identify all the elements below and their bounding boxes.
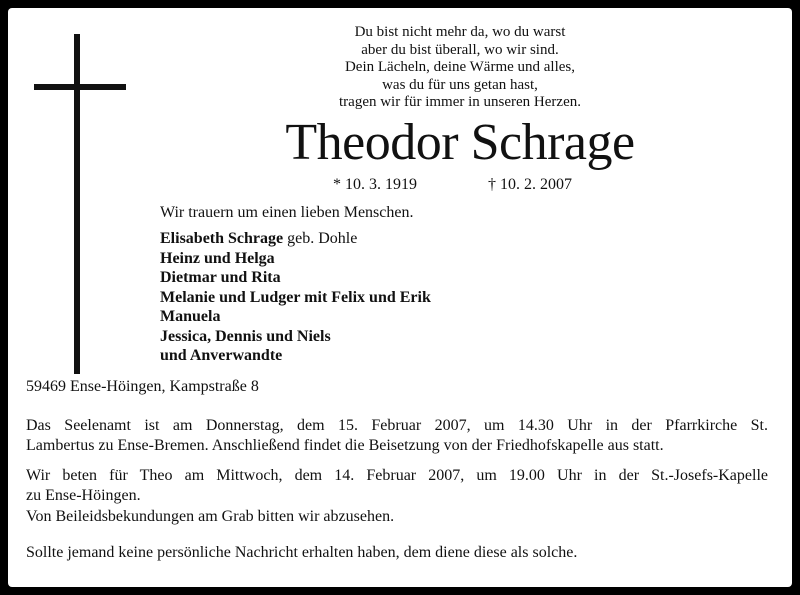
- notice-note: Sollte jemand keine persönliche Nachricht erhalten haben, dem diene diese als solche.: [26, 544, 578, 561]
- maiden-name: geb. Dohle: [283, 230, 358, 247]
- family-line: und Anverwandte: [160, 347, 283, 364]
- poem-line: Du bist nicht mehr da, wo du warst: [354, 24, 566, 40]
- deceased-name: Theodor Schrage: [285, 114, 635, 171]
- family-list: [160, 229, 431, 366]
- family-line: Manuela: [160, 308, 221, 325]
- family-line: Heinz und Helga: [160, 249, 275, 267]
- requiem-info: [26, 416, 768, 455]
- paragraph-line: Wir beten für Theo am Mittwoch, dem 14. Februar 2007, um 19.00 Uhr in der St.-Josefs-Kapelle: [26, 467, 768, 484]
- poem-line: tragen wir für immer in unseren Herzen.: [339, 94, 581, 110]
- cross-icon-horizontal: [34, 84, 126, 90]
- poem-line: was du für uns getan hast,: [382, 76, 538, 93]
- paragraph-line: zu Ense-Höingen.: [26, 486, 141, 504]
- birth-date: * 10. 3. 1919: [333, 176, 417, 193]
- prayer-info: [26, 466, 768, 505]
- death-date: † 10. 2. 2007: [488, 176, 572, 193]
- memorial-poem: [280, 24, 640, 112]
- family-line: Jessica, Dennis und Niels: [160, 327, 331, 345]
- family-line: Melanie und Ludger mit Felix und Erik: [160, 288, 431, 306]
- mourning-intro: Wir trauern um einen lieben Menschen.: [160, 204, 414, 221]
- paragraph-line: Lambertus zu Ense-Bremen. Anschließend findet die Beisetzung von der Friedhofskapelle aus statt.: [26, 436, 664, 454]
- condolence-note: Von Beileidsbekundungen am Grab bitten wir abzusehen.: [26, 508, 395, 525]
- family-line: Dietmar und Rita: [160, 269, 281, 286]
- paragraph-line: Das Seelenamt ist am Donnerstag, dem 15. Februar 2007, um 14.30 Uhr in der Pfarrkirche St.: [26, 417, 768, 434]
- family-member-name: Elisabeth Schrage: [160, 230, 284, 247]
- family-address: 59469 Ense-Höingen, Kampstraße 8: [26, 378, 259, 395]
- family-line: [160, 229, 431, 249]
- poem-line: Dein Lächeln, deine Wärme und alles,: [344, 59, 576, 75]
- poem-line: aber du bist überall, wo wir sind.: [361, 41, 559, 58]
